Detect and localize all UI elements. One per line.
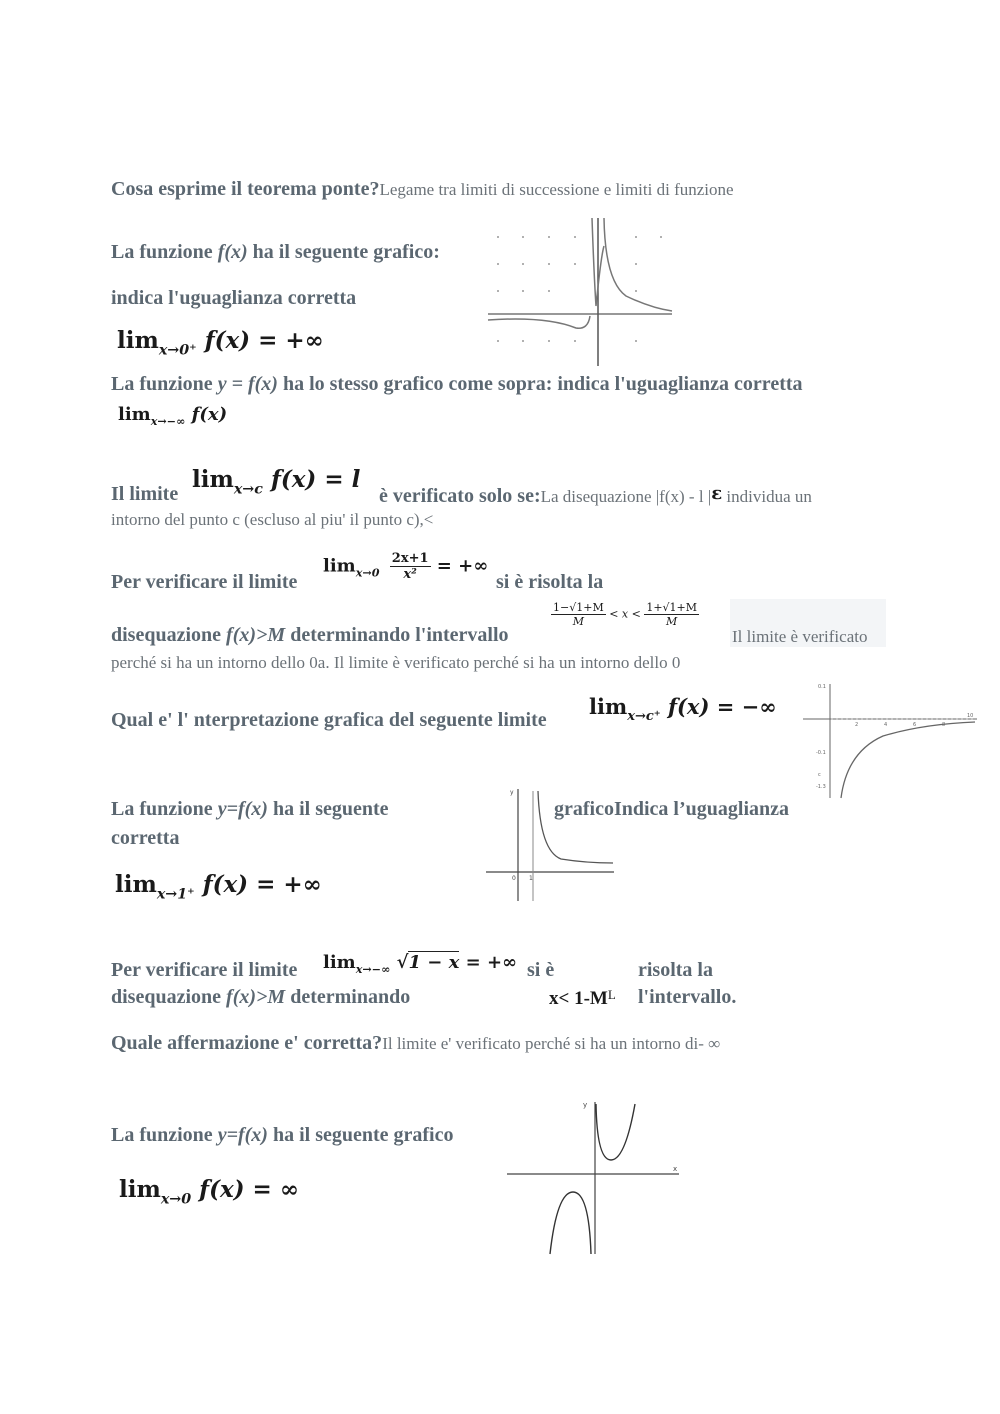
lim-symbol: lim bbox=[115, 871, 157, 898]
answer-text: intorno del punto c (escluso al piu' il punto c),< bbox=[111, 510, 434, 529]
answer-text bbox=[549, 987, 616, 1010]
axis-label: 2 bbox=[855, 722, 859, 728]
function-graph-1 bbox=[486, 216, 676, 368]
question-text: risolta la bbox=[638, 959, 713, 981]
axis-label: 1 bbox=[529, 875, 533, 882]
answer-text: Il limite è verificato bbox=[732, 627, 868, 646]
axis-label: 0 bbox=[512, 875, 516, 882]
axis-label: y bbox=[510, 789, 514, 796]
formula-rhs: f(x) = −∞ bbox=[660, 694, 777, 719]
lim-subscript: x→1⁺ bbox=[156, 886, 195, 903]
fraction-denominator: M bbox=[666, 615, 678, 628]
question-line bbox=[111, 624, 509, 647]
axis-label: -1.3 bbox=[816, 784, 826, 790]
inequality-middle: < x < bbox=[605, 607, 645, 621]
function-symbol: y = f(x) bbox=[217, 373, 278, 395]
answer-text: perché si ha un intorno dello 0a. Il limite è verificato perché si ha un intorno dello 0 bbox=[111, 653, 681, 672]
lim-symbol: lim bbox=[192, 466, 234, 493]
question-line: graficoIndica l’uguaglianza bbox=[554, 798, 790, 820]
function-symbol: y=f(x) bbox=[217, 798, 268, 820]
question-text: si è bbox=[527, 959, 555, 981]
formula-rhs: f(x) bbox=[185, 404, 228, 425]
epsilon-symbol: ε bbox=[711, 483, 723, 504]
sqrt-argument: 1 − x bbox=[408, 952, 460, 973]
question-correct-statement bbox=[111, 1032, 720, 1055]
answer-value: x< 1-M bbox=[549, 988, 608, 1009]
function-graph-3 bbox=[486, 785, 616, 903]
lim-subscript: x→0 bbox=[160, 1191, 192, 1208]
function-graph-4 bbox=[505, 1096, 685, 1256]
text-segment: La funzione bbox=[111, 1124, 218, 1146]
formula-rhs: f(x) = +∞ bbox=[196, 327, 324, 354]
question-text: l'intervallo. bbox=[638, 986, 737, 1008]
axis-label: 10 bbox=[967, 713, 974, 719]
limit-formula bbox=[192, 466, 360, 497]
answer-superscript: L bbox=[607, 987, 616, 1002]
fraction bbox=[644, 601, 699, 628]
text-segment: ha il seguente grafico bbox=[267, 1124, 454, 1146]
limit-formula bbox=[323, 551, 488, 582]
axis-label: 4 bbox=[884, 722, 888, 728]
limit-formula bbox=[117, 327, 324, 358]
function-symbol: y=f(x) bbox=[217, 1124, 268, 1146]
axis-label: 0.1 bbox=[818, 684, 826, 690]
lim-subscript: x→c⁺ bbox=[627, 708, 661, 724]
lim-subscript: x→0 bbox=[355, 566, 380, 580]
axis-label: y bbox=[583, 1101, 588, 1109]
question-label: Per verificare il limite bbox=[111, 571, 298, 593]
text-segment: La funzione bbox=[111, 241, 218, 263]
question-line bbox=[111, 986, 410, 1009]
text-segment: determinando l'intervallo bbox=[285, 624, 509, 646]
limit-formula bbox=[323, 952, 517, 976]
axis-label: 8 bbox=[942, 722, 946, 728]
text-segment: ha il seguente grafico: bbox=[247, 241, 440, 263]
sqrt-symbol: √ bbox=[390, 952, 409, 973]
fraction-denominator: x² bbox=[403, 567, 417, 582]
axis-label: x bbox=[673, 1165, 678, 1173]
limit-formula bbox=[115, 871, 322, 902]
question-label: Il limite bbox=[111, 483, 179, 505]
text-segment: ha lo stesso grafico come sopra: indica l'uguaglianza corretta bbox=[277, 373, 803, 395]
instruction-text: indica l'uguaglianza corretta bbox=[111, 287, 357, 309]
question-text: Qual e' l' nterpretazione grafica del seguente limite bbox=[111, 709, 547, 731]
question-text: è verificato solo se: bbox=[379, 485, 541, 507]
function-graph-2 bbox=[803, 682, 979, 800]
fraction bbox=[390, 551, 431, 582]
question-same-graph bbox=[111, 373, 803, 396]
formula-rhs: f(x) = l bbox=[262, 466, 361, 493]
question-text: Quale affermazione e' corretta? bbox=[111, 1032, 383, 1054]
lim-subscript: x→0⁺ bbox=[158, 342, 197, 359]
text-segment: La funzione bbox=[111, 798, 218, 820]
formula-rhs: f(x) = +∞ bbox=[194, 871, 322, 898]
answer-text: individua un bbox=[722, 487, 812, 506]
question-graph-intro bbox=[111, 241, 440, 264]
answer-text: Legame tra limiti di successione e limiti di funzione bbox=[379, 180, 734, 199]
question-text: Cosa esprime il teorema ponte? bbox=[111, 178, 380, 200]
lim-symbol: lim bbox=[323, 952, 356, 973]
question-condition bbox=[379, 483, 812, 508]
fraction-numerator: 1+√1+M bbox=[646, 601, 698, 614]
lim-symbol: lim bbox=[118, 404, 151, 425]
text-segment: determinando bbox=[285, 986, 411, 1008]
question-text: si è risolta la bbox=[496, 571, 604, 593]
fraction-denominator: M bbox=[572, 615, 584, 628]
text-segment: La funzione bbox=[111, 373, 218, 395]
question-teorema-ponte bbox=[111, 178, 734, 201]
limit-formula bbox=[118, 404, 227, 428]
formula-rhs: f(x) = ∞ bbox=[191, 1176, 299, 1203]
lim-subscript: x→−∞ bbox=[355, 963, 391, 977]
text-segment: disequazione bbox=[111, 624, 227, 646]
limit-formula bbox=[589, 694, 777, 724]
answer-text: La disequazione |f(x) - l | bbox=[540, 487, 712, 506]
formula-rhs: = +∞ bbox=[430, 555, 489, 577]
question-label: Per verificare il limite bbox=[111, 959, 298, 981]
text-segment: disequazione bbox=[111, 986, 227, 1008]
function-symbol: f(x) bbox=[217, 241, 248, 263]
axis-label: 6 bbox=[913, 722, 917, 728]
function-symbol: f(x)>M bbox=[226, 624, 286, 646]
fraction-numerator: 2x+1 bbox=[391, 551, 429, 566]
formula-rhs: = +∞ bbox=[459, 952, 518, 973]
question-line bbox=[111, 1124, 453, 1147]
lim-subscript: x→−∞ bbox=[150, 415, 186, 429]
lim-symbol: lim bbox=[323, 555, 356, 577]
lim-symbol: lim bbox=[119, 1176, 161, 1203]
lim-symbol: lim bbox=[117, 327, 159, 354]
lim-subscript: x→c bbox=[233, 481, 263, 498]
answer-text: Il limite e' verificato perché si ha un intorno di- ∞ bbox=[382, 1034, 721, 1053]
limit-formula bbox=[119, 1176, 299, 1207]
question-line: corretta bbox=[111, 827, 180, 849]
fraction-numerator: 1−√1+M bbox=[553, 601, 604, 614]
inequality-formula bbox=[551, 601, 699, 628]
question-line bbox=[111, 798, 389, 821]
fraction bbox=[551, 601, 606, 628]
function-symbol: f(x)>M bbox=[226, 986, 286, 1008]
lim-symbol: lim bbox=[589, 694, 628, 719]
axis-label: -0.1 bbox=[816, 750, 826, 756]
text-segment: ha il seguente bbox=[267, 798, 389, 820]
axis-label: c bbox=[818, 772, 821, 778]
